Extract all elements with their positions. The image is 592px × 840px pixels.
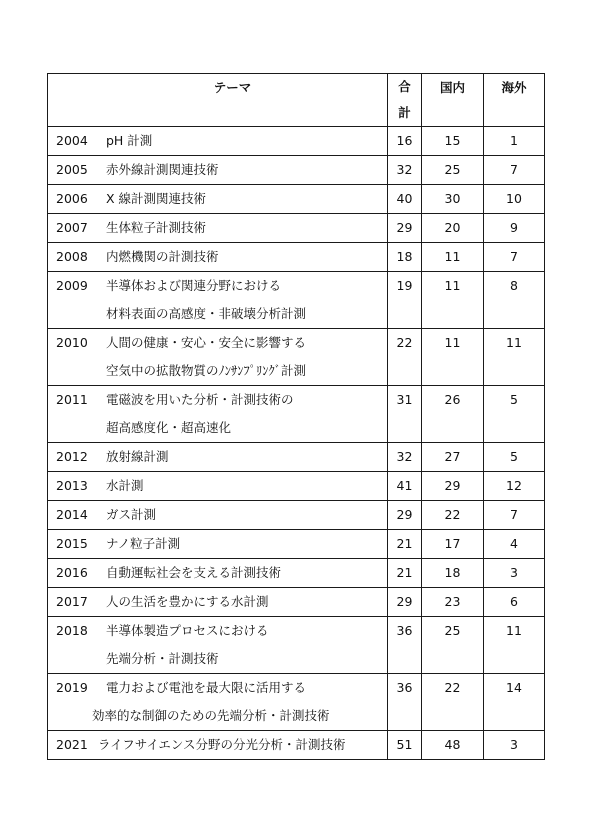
row-domestic: 11 xyxy=(422,243,484,272)
table-row xyxy=(48,214,545,243)
theme-cell xyxy=(48,185,388,214)
row-year: 2021 xyxy=(56,737,88,752)
row-theme-line1: pH 計測 xyxy=(106,133,153,148)
table-row xyxy=(48,127,545,156)
table-row xyxy=(48,617,545,674)
table-row xyxy=(48,501,545,530)
row-year: 2007 xyxy=(56,220,88,235)
row-theme-line1: 人間の健康・安心・安全に影響する xyxy=(106,335,307,350)
row-domestic: 23 xyxy=(422,588,484,617)
theme-cell xyxy=(48,156,388,185)
row-domestic: 22 xyxy=(422,674,484,731)
row-year: 2005 xyxy=(56,162,88,177)
theme-cell xyxy=(48,588,388,617)
row-overseas: 12 xyxy=(484,472,545,501)
row-year: 2016 xyxy=(56,565,88,580)
row-overseas: 1 xyxy=(484,127,545,156)
row-overseas: 14 xyxy=(484,674,545,731)
row-total: 22 xyxy=(388,329,422,386)
theme-cell xyxy=(48,329,388,386)
table-row xyxy=(48,243,545,272)
row-total: 51 xyxy=(388,731,422,760)
row-total: 32 xyxy=(388,156,422,185)
table-row xyxy=(48,443,545,472)
row-theme-line1: ガス計測 xyxy=(106,507,157,522)
row-domestic: 11 xyxy=(422,272,484,329)
row-total: 21 xyxy=(388,559,422,588)
table-body xyxy=(48,127,545,760)
table-row xyxy=(48,588,545,617)
row-theme-line1: 赤外線計測関連技術 xyxy=(106,162,219,177)
row-domestic: 20 xyxy=(422,214,484,243)
row-overseas: 8 xyxy=(484,272,545,329)
row-year: 2006 xyxy=(56,191,88,206)
row-year: 2018 xyxy=(56,623,88,638)
theme-cell xyxy=(48,386,388,443)
header-total xyxy=(388,74,422,127)
row-overseas: 4 xyxy=(484,530,545,559)
row-total: 29 xyxy=(388,588,422,617)
row-theme-line1: X 線計測関連技術 xyxy=(106,191,207,206)
row-total: 21 xyxy=(388,530,422,559)
theme-cell xyxy=(48,674,388,731)
row-domestic: 26 xyxy=(422,386,484,443)
row-theme-line1: 水計測 xyxy=(106,478,144,493)
row-year: 2012 xyxy=(56,449,88,464)
row-total: 36 xyxy=(388,674,422,731)
row-total: 40 xyxy=(388,185,422,214)
table-row xyxy=(48,185,545,214)
row-year: 2017 xyxy=(56,594,88,609)
theme-cell xyxy=(48,559,388,588)
row-overseas: 9 xyxy=(484,214,545,243)
row-domestic: 29 xyxy=(422,472,484,501)
row-domestic: 17 xyxy=(422,530,484,559)
row-total: 29 xyxy=(388,501,422,530)
theme-cell xyxy=(48,272,388,329)
row-domestic: 22 xyxy=(422,501,484,530)
row-domestic: 25 xyxy=(422,156,484,185)
row-year: 2019 xyxy=(56,680,88,695)
table-row xyxy=(48,472,545,501)
row-overseas: 5 xyxy=(484,386,545,443)
row-total: 31 xyxy=(388,386,422,443)
header-total-line1: 合 xyxy=(398,79,411,94)
row-overseas: 5 xyxy=(484,443,545,472)
theme-cell xyxy=(48,214,388,243)
row-theme-line1: 電力および電池を最大限に活用する xyxy=(106,680,307,695)
row-overseas: 10 xyxy=(484,185,545,214)
table-row xyxy=(48,156,545,185)
row-year: 2013 xyxy=(56,478,88,493)
theme-cell xyxy=(48,530,388,559)
theme-cell xyxy=(48,127,388,156)
row-year: 2011 xyxy=(56,392,88,407)
header-domestic: 国内 xyxy=(422,74,484,127)
theme-cell xyxy=(48,731,388,760)
table-row xyxy=(48,559,545,588)
row-total: 18 xyxy=(388,243,422,272)
row-year: 2004 xyxy=(56,133,88,148)
row-year: 2010 xyxy=(56,335,88,350)
row-overseas: 3 xyxy=(484,559,545,588)
theme-cell xyxy=(48,501,388,530)
row-total: 36 xyxy=(388,617,422,674)
row-total: 32 xyxy=(388,443,422,472)
row-theme-line1: 人の生活を豊かにする水計測 xyxy=(106,594,269,609)
row-overseas: 6 xyxy=(484,588,545,617)
row-theme-line1: 自動運転社会を支える計測技術 xyxy=(106,565,282,580)
header-total-line2: 計 xyxy=(398,105,411,120)
row-domestic: 27 xyxy=(422,443,484,472)
row-overseas: 7 xyxy=(484,156,545,185)
row-theme-line1: 内燃機関の計測技術 xyxy=(106,249,219,264)
row-year: 2008 xyxy=(56,249,88,264)
row-theme-line1: 半導体製造プロセスにおける xyxy=(106,623,269,638)
row-theme-line2: 空気中の拡散物質のﾉﾝｻﾝﾌﾟﾘﾝｸﾞ計測 xyxy=(106,363,307,378)
header-overseas: 海外 xyxy=(484,74,545,127)
row-overseas: 11 xyxy=(484,617,545,674)
table-row xyxy=(48,530,545,559)
row-domestic: 18 xyxy=(422,559,484,588)
row-overseas: 7 xyxy=(484,501,545,530)
row-theme-line1: 電磁波を用いた分析・計測技術の xyxy=(106,392,294,407)
row-total: 41 xyxy=(388,472,422,501)
survey-theme-table xyxy=(47,73,545,760)
row-theme-line1: 半導体および関連分野における xyxy=(106,278,282,293)
row-domestic: 30 xyxy=(422,185,484,214)
row-overseas: 7 xyxy=(484,243,545,272)
table-header-row xyxy=(48,74,545,127)
theme-cell xyxy=(48,472,388,501)
row-theme-line2: 先端分析・計測技術 xyxy=(106,651,219,666)
row-theme-line1: ナノ粒子計測 xyxy=(106,536,181,551)
table-row xyxy=(48,272,545,329)
table-row xyxy=(48,674,545,731)
row-theme-line2: 超高感度化・超高速化 xyxy=(106,420,232,435)
row-year: 2009 xyxy=(56,278,88,293)
row-domestic: 48 xyxy=(422,731,484,760)
header-theme: テーマ xyxy=(48,74,388,127)
row-theme-line1: 生体粒子計測技術 xyxy=(106,220,207,235)
row-theme-line2: 材料表面の高感度・非破壊分析計測 xyxy=(106,306,307,321)
row-theme-line1: ライフサイエンス分野の分光分析・計測技術 xyxy=(98,737,346,752)
row-year: 2014 xyxy=(56,507,88,522)
table-row xyxy=(48,731,545,760)
row-total: 29 xyxy=(388,214,422,243)
row-theme-line2: 効率的な制御のための先端分析・計測技術 xyxy=(92,708,330,723)
theme-cell xyxy=(48,617,388,674)
row-theme-line1: 放射線計測 xyxy=(106,449,169,464)
row-total: 19 xyxy=(388,272,422,329)
row-year: 2015 xyxy=(56,536,88,551)
row-total: 16 xyxy=(388,127,422,156)
row-domestic: 25 xyxy=(422,617,484,674)
theme-cell xyxy=(48,443,388,472)
theme-cell xyxy=(48,243,388,272)
row-domestic: 15 xyxy=(422,127,484,156)
row-overseas: 3 xyxy=(484,731,545,760)
row-domestic: 11 xyxy=(422,329,484,386)
table-row xyxy=(48,329,545,386)
table-row xyxy=(48,386,545,443)
row-overseas: 11 xyxy=(484,329,545,386)
